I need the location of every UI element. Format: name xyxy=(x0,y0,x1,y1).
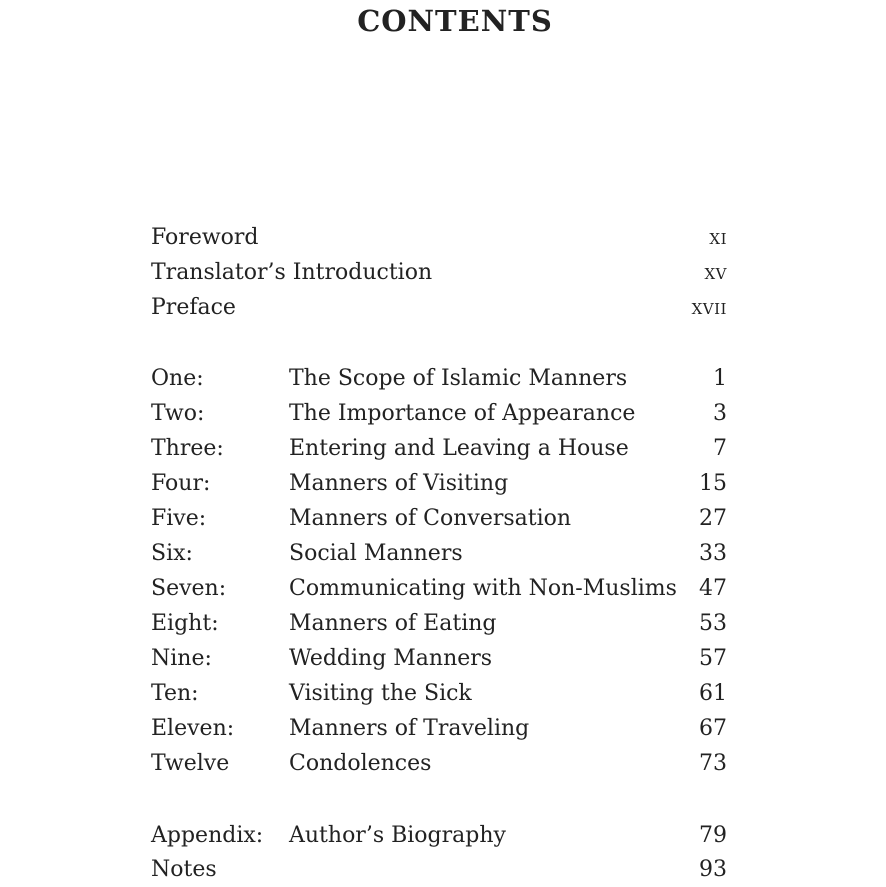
chapter-number: Seven: xyxy=(151,576,227,601)
chapter-title: Visiting the Sick xyxy=(289,681,472,706)
chapter-title: Author’s Biography xyxy=(289,823,506,848)
chapter-title: The Scope of Islamic Manners xyxy=(289,366,628,391)
toc-page: 47 xyxy=(699,576,727,601)
chapter-title: Social Manners xyxy=(289,541,463,566)
toc-page: 67 xyxy=(699,716,727,741)
chapter-title: Entering and Leaving a House xyxy=(289,436,629,461)
toc-label: Foreword xyxy=(151,225,259,250)
toc-entry-chapter xyxy=(151,746,727,781)
toc-page: 3 xyxy=(713,401,727,426)
toc-entry-chapter xyxy=(151,711,727,746)
chapter-number: Notes xyxy=(151,857,217,882)
chapter-number: Five: xyxy=(151,506,207,531)
toc-entry-foreword xyxy=(151,220,727,255)
chapter-number: Eleven: xyxy=(151,716,235,741)
toc-page: 57 xyxy=(699,646,727,671)
toc-page: 53 xyxy=(699,611,727,636)
chapter-number: Twelve xyxy=(151,751,230,776)
toc-entry-appendix xyxy=(151,818,727,853)
toc-page: 7 xyxy=(713,436,727,461)
toc-entry-chapter xyxy=(151,676,727,711)
chapter-title: The Importance of Appearance xyxy=(289,401,636,426)
toc-entry-chapter xyxy=(151,536,727,571)
toc-label: Preface xyxy=(151,295,236,320)
chapter-number: Three: xyxy=(151,436,224,461)
toc-page: 33 xyxy=(699,541,727,566)
chapter-number: Ten: xyxy=(151,681,199,706)
toc-page: 27 xyxy=(699,506,727,531)
toc-entry-preface xyxy=(151,290,727,325)
chapter-title: Wedding Manners xyxy=(289,646,493,671)
chapter-title: Manners of Eating xyxy=(289,611,497,636)
chapter-number: Six: xyxy=(151,541,193,566)
toc-page: 15 xyxy=(699,471,727,496)
toc-page: 1 xyxy=(713,366,727,391)
toc-page: xi xyxy=(709,225,727,250)
chapter-number: Two: xyxy=(151,401,205,426)
chapter-title: Condolences xyxy=(289,751,432,776)
toc-entry-chapter xyxy=(151,501,727,536)
toc-page: xvii xyxy=(691,295,727,320)
chapter-number: Eight: xyxy=(151,611,219,636)
toc-entry-chapter xyxy=(151,606,727,641)
chapter-number: One: xyxy=(151,366,204,391)
toc-entry-chapter xyxy=(151,571,727,606)
toc-page: 93 xyxy=(699,857,727,882)
toc-page: xv xyxy=(704,260,727,285)
page-title: CONTENTS xyxy=(357,4,553,38)
toc-page: 61 xyxy=(699,681,727,706)
toc-entry-chapter xyxy=(151,431,727,466)
chapter-number: Four: xyxy=(151,471,211,496)
toc-entry-notes xyxy=(151,852,727,887)
toc-entry-chapter xyxy=(151,641,727,676)
chapter-title: Manners of Traveling xyxy=(289,716,530,741)
toc-entry-translators-introduction xyxy=(151,255,727,290)
chapter-number: Nine: xyxy=(151,646,212,671)
toc-page: 79 xyxy=(699,823,727,848)
chapter-number: Appendix: xyxy=(151,823,264,848)
chapter-title: Communicating with Non-Muslims xyxy=(289,576,677,601)
toc-page: 73 xyxy=(699,751,727,776)
toc-entry-chapter xyxy=(151,466,727,501)
toc-label: Translator’s Introduction xyxy=(151,260,433,285)
chapter-title: Manners of Conversation xyxy=(289,506,572,531)
chapter-title: Manners of Visiting xyxy=(289,471,509,496)
toc-entry-chapter xyxy=(151,396,727,431)
toc-entry-chapter xyxy=(151,361,727,396)
